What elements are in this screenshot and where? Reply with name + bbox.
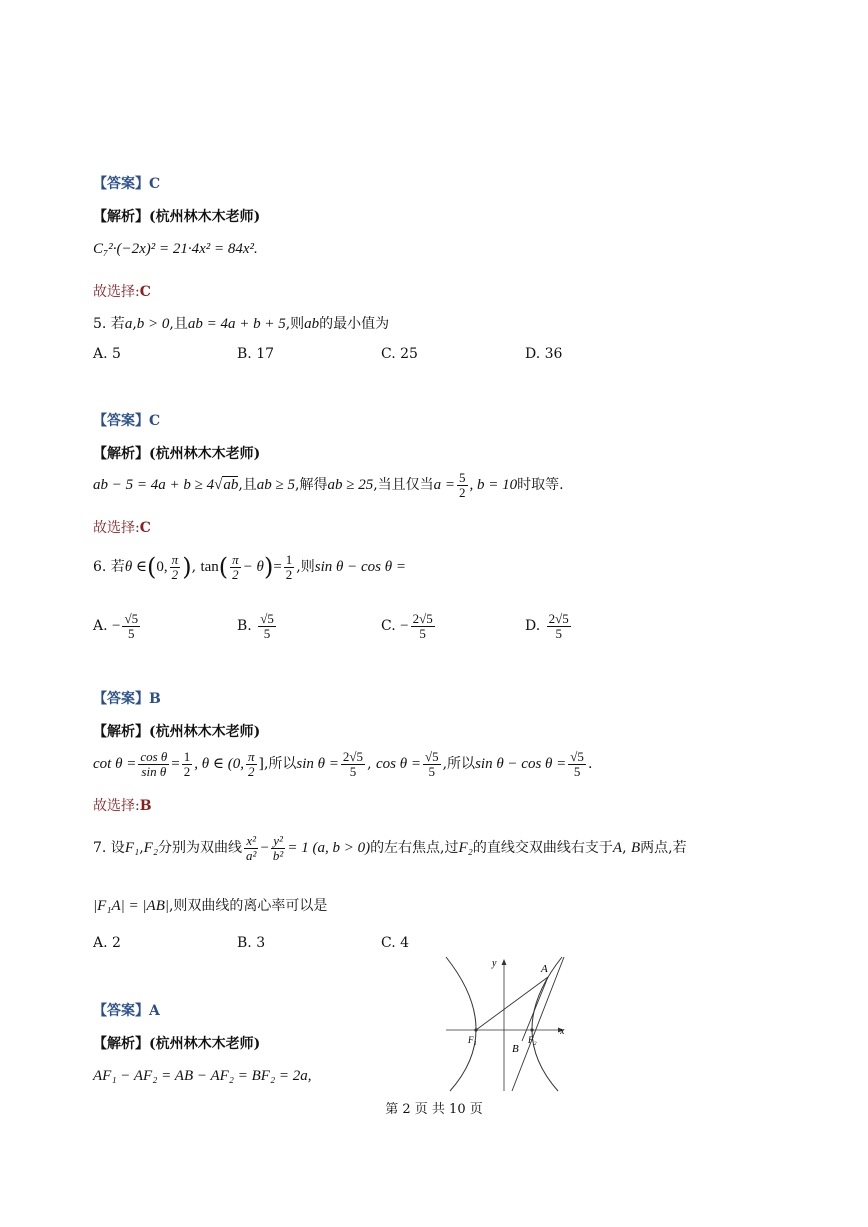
q6-diff: sin θ − cos θ = <box>475 756 567 773</box>
q5-var-a: a <box>124 316 133 332</box>
q6-cot-num: cos θ <box>140 749 168 764</box>
q7-b2: b² <box>272 847 284 863</box>
q7-f2: F₂ <box>143 840 159 857</box>
q7-text3: 的直线交双曲线右支于 <box>472 840 613 857</box>
q7-option-a: A. 2 <box>93 935 121 951</box>
q5-solution <box>93 471 564 499</box>
q5-select-label: 故选择: <box>93 520 140 536</box>
q6-minus-theta: − θ <box>242 559 264 576</box>
q6-range: , θ ∈ (0, <box>194 756 244 773</box>
q6-half-n: 1 <box>285 552 293 567</box>
q7-a: A <box>612 840 623 857</box>
q6-tan-two: 2 <box>232 566 239 582</box>
q5-frac-num: 5 <box>459 470 466 485</box>
q6-selection <box>93 795 152 815</box>
q6-half-frac <box>182 750 193 778</box>
q6-range-close: ],所以 <box>258 756 297 773</box>
fig-label-f1: F₁ <box>468 1035 477 1045</box>
q6-analysis-author: (杭州林木木老师) <box>149 724 261 740</box>
fig-label-f2: F₂ <box>528 1035 537 1045</box>
q5-option-d: D. 36 <box>525 346 563 362</box>
q6-prefix: 6. 若 <box>93 559 125 576</box>
q6-cos-eq: cos θ = <box>375 756 421 773</box>
q5-ab: ab <box>304 316 320 332</box>
q5-mid: ,且 <box>169 316 188 332</box>
q6-opt-a-n: √5 <box>124 611 139 626</box>
focus-f1-dot <box>474 1028 477 1031</box>
q6-opt-b-label: B. <box>237 618 252 635</box>
q5-step1-radicand: ab <box>223 477 239 494</box>
q6-diff-frac <box>568 750 586 778</box>
q7-option-b: B. 3 <box>237 935 266 951</box>
q5-step6: ,当且仅当 <box>373 477 434 494</box>
q6-opt-c-n: 2√5 <box>412 611 433 626</box>
q7-text5: ,则双曲线的离心率可以是 <box>168 898 328 914</box>
q6-stem: 6. 若θ ∈(0, $\frac{\pi}{2}$ ), tan( $\frac{\pi}{2}$ − θ)= $\frac{1}{2}$ ,则sin θ − cos θ = <box>93 552 406 582</box>
q4-equation: C₇²·(−2x)² = 21·4x² = 84x². <box>93 241 258 257</box>
q4-selection <box>93 281 151 301</box>
q7-stem-line2 <box>93 895 327 915</box>
q6-opt-c-sign: − <box>400 618 409 635</box>
q5-step8: 时取等. <box>517 477 564 494</box>
q6-analysis-label: 【解析】 <box>93 724 149 740</box>
q6-half-den: 2 <box>183 763 191 779</box>
q6-comma: , <box>367 756 372 773</box>
q6-expr: sin θ − cos θ = <box>314 559 406 576</box>
q6-half-d: 2 <box>285 566 293 582</box>
q7-analysis-author: (杭州林木木老师) <box>149 1036 261 1052</box>
q6-interval-left: 0, <box>156 559 168 576</box>
q6-range-frac <box>246 750 257 778</box>
q7-analysis-label: 【解析】 <box>93 1036 149 1052</box>
q7-stem: 7. 设F₁,F₂分别为双曲线 $\frac{\text{x²}}{\text{a²}}$ − $\frac{\text{y²}}{\text{b²}}$ = 1 (a, b > 0)的左右焦点,过F₂的直线交双曲线右支于A, B两点,若 <box>93 833 687 863</box>
q5-step7a: a = <box>433 477 456 494</box>
q6-diff-d: 5 <box>573 763 581 779</box>
q6-theta-in: θ ∈ <box>124 559 148 576</box>
q6-sin-frac <box>341 750 365 778</box>
q6-eq: = <box>171 756 180 773</box>
q6-select-value: B <box>139 798 152 814</box>
q6-opt-a-label: A. <box>93 618 108 635</box>
right-branch <box>532 957 562 1091</box>
focus-f2-dot <box>530 1028 533 1031</box>
q6-half <box>284 553 295 581</box>
q6-option-d <box>525 612 573 640</box>
q7-step: AF₁ − AF₂ = AB − AF₂ = BF₂ = 2a, <box>93 1068 312 1084</box>
q5-cond: b > 0 <box>136 316 170 332</box>
q7-b: B <box>630 840 641 857</box>
q5-step3: ab ≥ 5 <box>256 477 296 494</box>
q7-a2: a² <box>246 847 257 863</box>
q7-answer: 【答案】A <box>93 1003 160 1019</box>
q6-option-c <box>381 612 437 640</box>
q5-stem: 5. 若a,b > 0,且ab = 4a + b + 5,则ab的最小值为 <box>93 316 390 332</box>
q6-opt-d-n: 2√5 <box>548 611 569 626</box>
q6-option-b <box>237 612 278 640</box>
q5-selection <box>93 517 151 537</box>
q7-f2b: F₂ <box>458 840 473 857</box>
q7-frac-y <box>271 834 285 862</box>
q6-diff-n: √5 <box>570 749 584 764</box>
q6-sin-eq: sin θ = <box>296 756 339 773</box>
q7-eq1: = 1 (a, b > 0) <box>287 840 371 857</box>
q6-opt-b-n: √5 <box>260 611 274 626</box>
q6-two: 2 <box>171 566 179 582</box>
q6-so: ,所以 <box>442 756 476 773</box>
q4-select-value: C <box>139 284 151 300</box>
q6-range-pi: π <box>247 749 255 764</box>
q5-option-a: A. 5 <box>93 346 121 362</box>
q6-cos-n: √5 <box>424 749 439 764</box>
q5-tail: 的最小值为 <box>319 316 390 332</box>
q6-opt-b-frac <box>258 612 276 640</box>
q6-half-num: 1 <box>183 749 191 764</box>
q6-tan-frac <box>230 553 241 581</box>
q6-opt-d-frac <box>547 612 571 640</box>
q6-period: . <box>587 756 593 773</box>
q5-analysis-author: (杭州林木木老师) <box>149 446 261 462</box>
q6-cot-frac <box>138 750 169 778</box>
q5-prefix: 5. 若 <box>93 316 125 332</box>
q7-x2: x² <box>244 834 258 849</box>
q5-eq: ab = 4a + b + 5 <box>187 316 286 332</box>
fig-label-a: A <box>541 963 548 975</box>
q6-select-label: 故选择: <box>93 798 140 814</box>
q5-end: ,则 <box>285 316 305 332</box>
q6-opt-a-d: 5 <box>128 625 135 641</box>
q6-interval-frac <box>170 553 181 581</box>
q7-text4: 两点,若 <box>640 840 687 857</box>
secant-line <box>512 957 564 1091</box>
q6-range-two: 2 <box>247 763 255 779</box>
q6-opt-a-frac <box>122 612 140 640</box>
q6-tan: tan <box>200 559 219 576</box>
q6-cos-frac <box>423 750 441 778</box>
q5-option-b: B. 17 <box>237 346 275 362</box>
q6-opt-c-label: C. <box>381 618 396 635</box>
q6-solution <box>93 750 592 778</box>
q5-step7b: , b = 10 <box>469 477 518 494</box>
q6-opt-a-sign: − <box>112 618 121 635</box>
q7-y2: y² <box>271 834 285 849</box>
q7-option-c: C. 4 <box>381 935 410 951</box>
q5-analysis <box>93 443 260 463</box>
q6-pi: π <box>171 552 179 567</box>
left-branch <box>446 957 476 1091</box>
q5-step2: ,且 <box>238 477 257 494</box>
q6-opt-c-d: 5 <box>419 625 426 641</box>
q4-analysis <box>93 206 260 226</box>
q7-text1: 分别为双曲线 <box>158 840 243 857</box>
q6-tan-pi: π <box>232 552 239 567</box>
page-footer: 第 2 页 共 10 页 <box>385 1102 483 1117</box>
q7-text2: 的左右焦点,过 <box>370 840 459 857</box>
q6-cos-d: 5 <box>428 763 436 779</box>
q6-opt-c-frac <box>411 612 435 640</box>
q5-analysis-label: 【解析】 <box>93 446 149 462</box>
q6-cot: cot θ = <box>93 756 137 773</box>
q6-opt-d-d: 5 <box>555 625 562 641</box>
q4-answer: 【答案】C <box>93 176 161 192</box>
fig-label-b: B <box>512 1043 519 1055</box>
q5-frac <box>457 471 468 499</box>
q5-frac-den: 2 <box>459 484 466 500</box>
q6-analysis <box>93 721 260 741</box>
q6-then: ,则 <box>296 559 315 576</box>
q4-select-label: 故选择: <box>93 284 140 300</box>
q5-option-c: C. 25 <box>381 346 418 362</box>
q6-option-a <box>93 612 142 640</box>
q4-analysis-author: (杭州林木木老师) <box>149 209 261 225</box>
q7-frac-x <box>244 834 258 862</box>
q5-step1: ab − 5 = 4a + b ≥ 4√ <box>93 477 223 494</box>
fig-label-y: y <box>492 958 497 969</box>
hyperbola-figure <box>440 955 570 1095</box>
q4-analysis-label: 【解析】 <box>93 209 149 225</box>
q6-cot-den: sin θ <box>141 763 167 779</box>
q6-sin-d: 5 <box>349 763 357 779</box>
y-axis-arrow <box>502 959 507 965</box>
q7-f1: F₁ <box>124 840 140 857</box>
q7-analysis <box>93 1033 260 1053</box>
fig-label-x: x <box>560 1026 565 1037</box>
q7-prefix: 7. 设 <box>93 840 125 857</box>
q6-opt-d-label: D. <box>525 618 541 635</box>
q5-answer: 【答案】C <box>93 413 161 429</box>
q6-sin-n: 2√5 <box>342 749 364 764</box>
q5-select-value: C <box>139 520 151 536</box>
q7-line2-eq: |F₁A| = |AB| <box>93 898 169 914</box>
q5-step4: ,解得 <box>295 477 328 494</box>
q6-answer: 【答案】B <box>93 691 161 707</box>
q6-opt-b-d: 5 <box>263 625 271 641</box>
q5-step5: ab ≥ 25 <box>327 477 374 494</box>
